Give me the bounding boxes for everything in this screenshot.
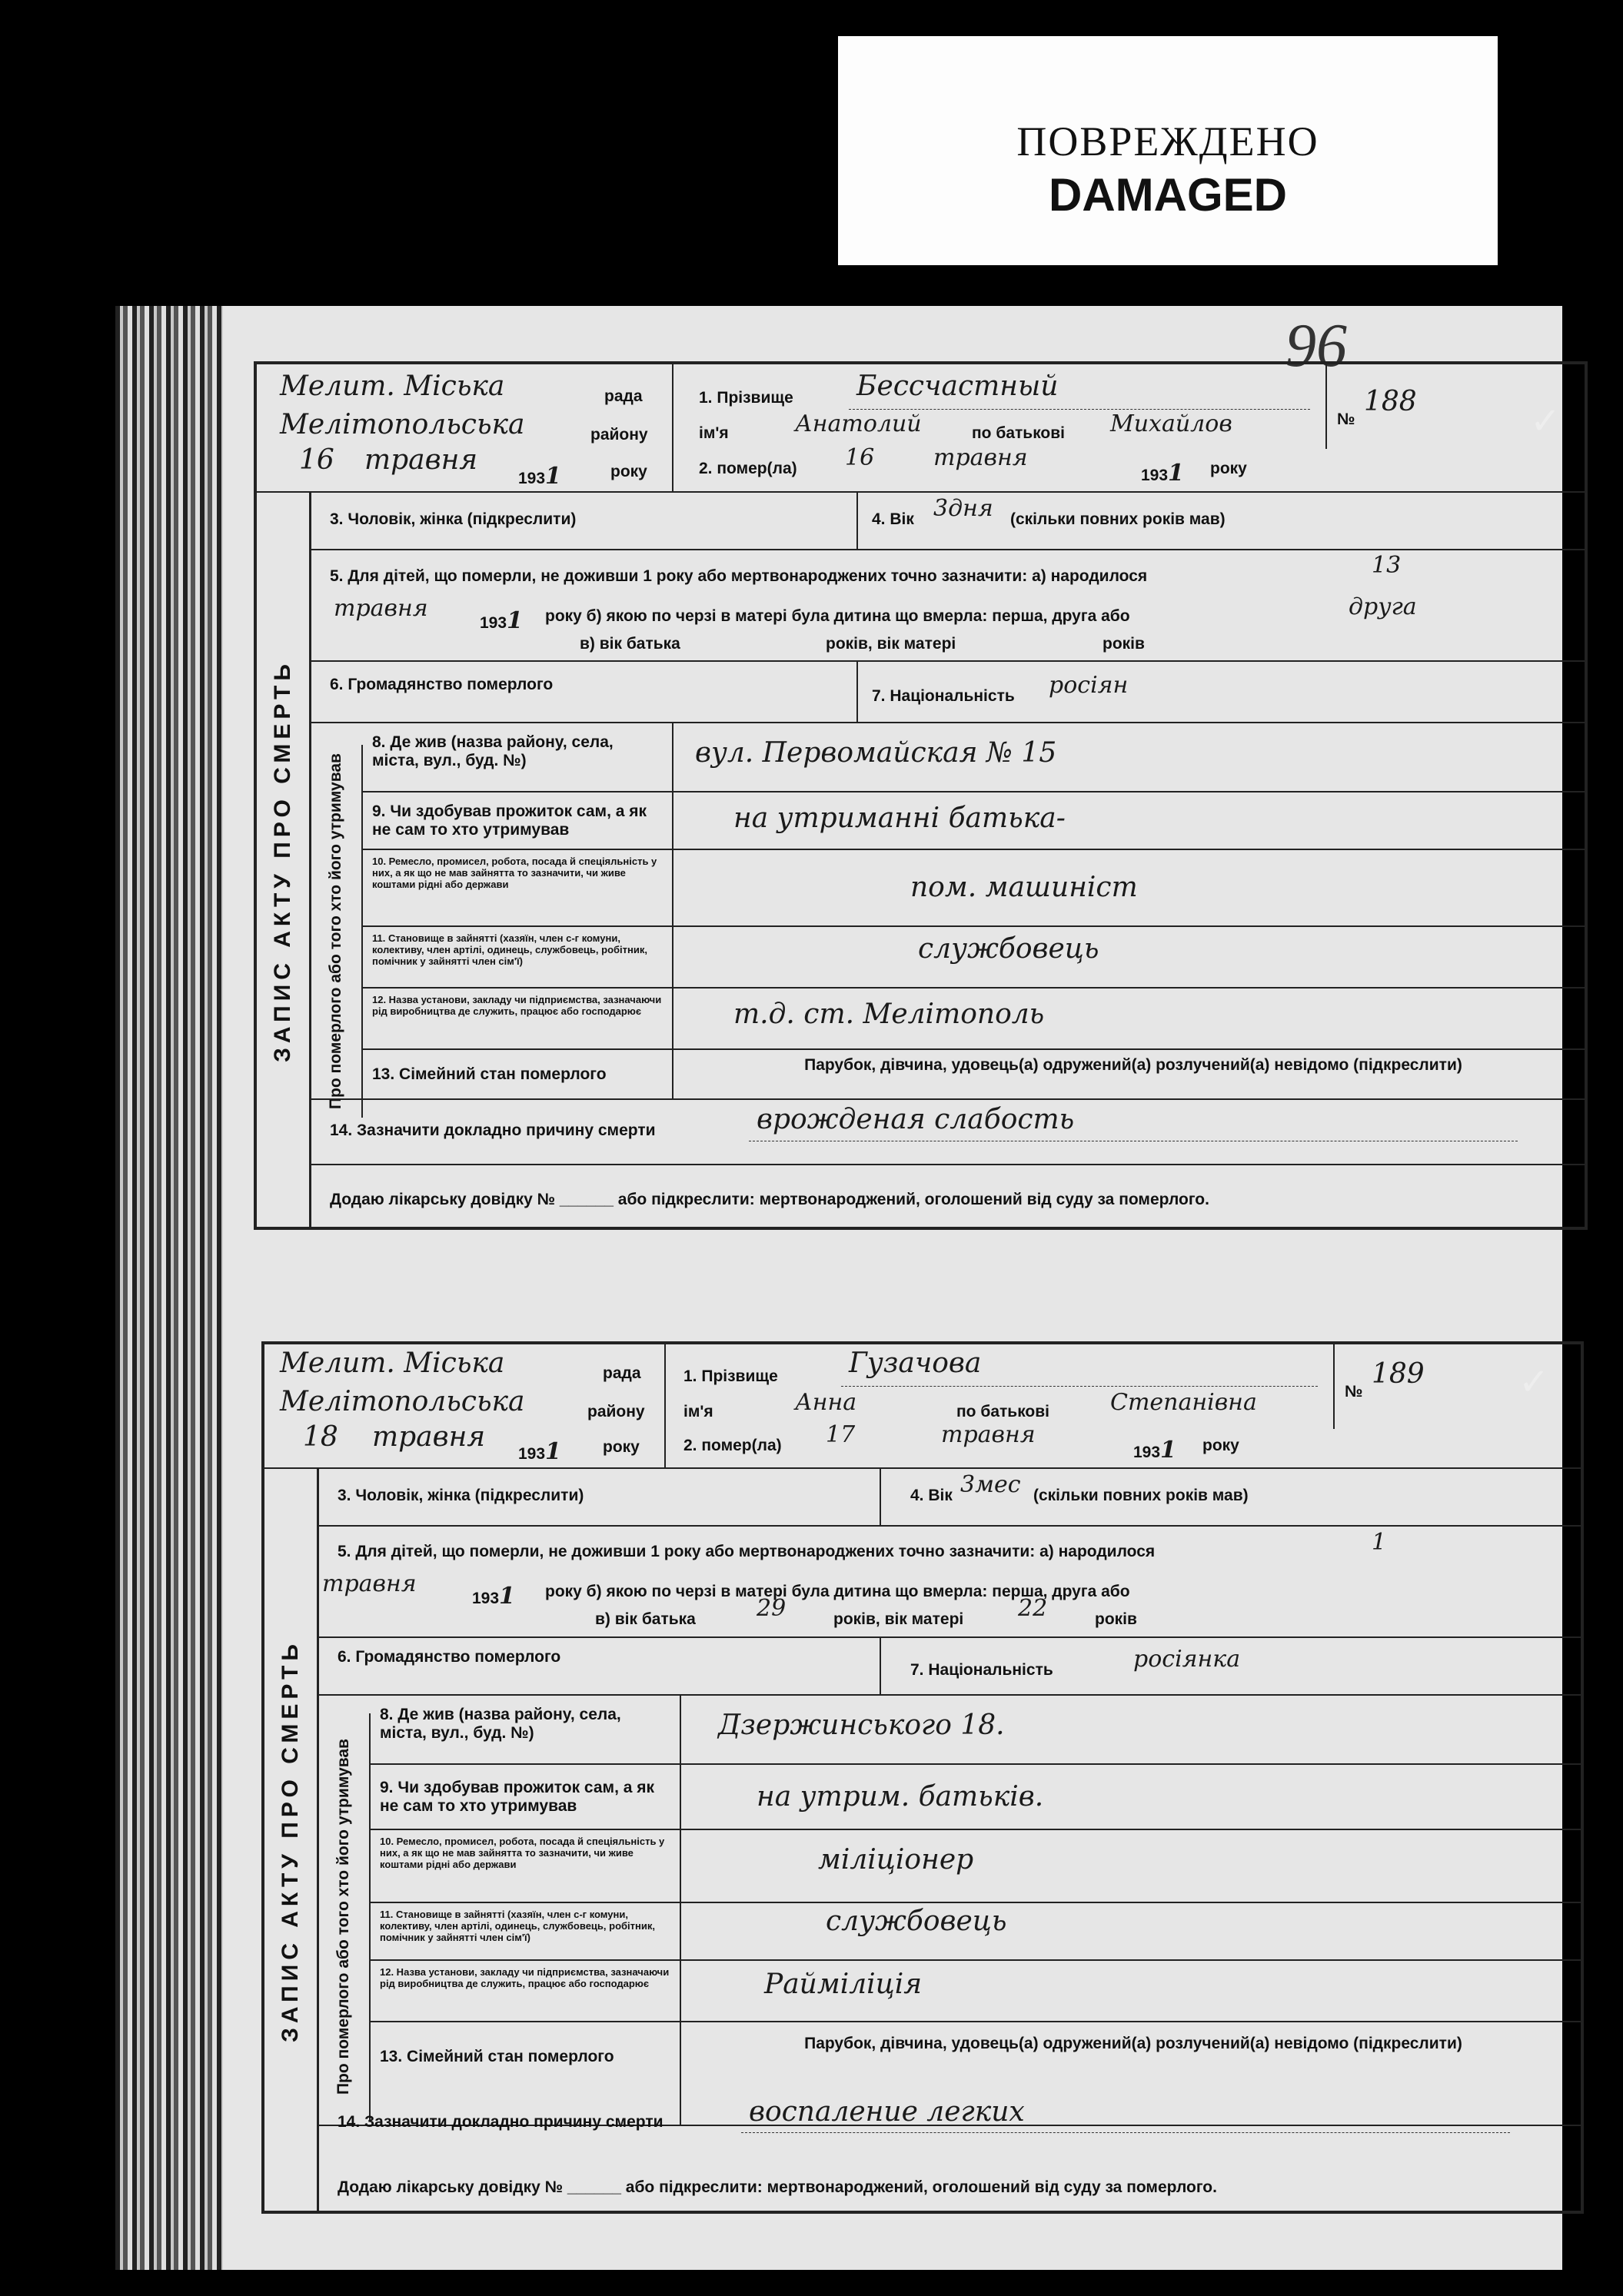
born-day-value: 13	[1372, 552, 1402, 579]
damaged-stamp	[838, 36, 1498, 265]
binding-strip	[115, 306, 223, 2270]
marital-options: Парубок, дівчина, удовець(а) одружений(а) розлучений(а) невідомо (підкреслити)	[804, 1056, 1462, 1074]
mother-age-label: років, вік матері	[833, 1610, 964, 1628]
footer-note: Додаю лікарську довідку № ______ або підкреслити: мертвонароджений, оголошений від суду за померлого.	[338, 2178, 1217, 2196]
infant-label-a: 5. Для дітей, що померли, не доживши 1 року або мертвонароджених точно зазначити: а) народилося	[338, 1543, 1156, 1560]
reg-day-value: 18	[303, 1421, 338, 1453]
residence-value: вул. Первомайская № 15	[695, 737, 1057, 769]
age-hint: (скільки повних років мав)	[1033, 1487, 1249, 1504]
died-year-value: 1	[1168, 460, 1184, 487]
residence-label: 8. Де жив (назва району, села, міста, вул., буд. №)	[372, 733, 614, 769]
years-label: років	[1103, 635, 1145, 653]
died-year-label: року	[1202, 1437, 1239, 1454]
died-label: 2. помер(ла)	[683, 1437, 782, 1454]
council-label: рада	[604, 387, 643, 405]
born-year-value: 1	[499, 1583, 515, 1610]
record-number-value: 188	[1364, 386, 1417, 417]
number-label: №	[1345, 1383, 1363, 1401]
cause-value: воспаление легких	[749, 2096, 1025, 2128]
infant-label-b: року б) якою по черзі в матері була дитина що вмерла: перша, друга або	[545, 607, 1130, 625]
born-year-value: 1	[507, 607, 523, 634]
livelihood-value: на утрим. батьків.	[757, 1781, 1044, 1813]
occupation-label: 10. Ремесло, промисел, робота, посада й спеціяльність у них, а як що не мав зайнятта то зазначити, чи живе коштами рідні або держави	[372, 856, 657, 890]
died-day-value: 16	[845, 444, 875, 471]
reg-day-value: 16	[299, 444, 334, 476]
age-hint: (скільки повних років мав)	[1010, 510, 1226, 528]
marital-label: 13. Сімейний стан померлого	[380, 2048, 614, 2065]
nationality-value: росіянка	[1133, 1646, 1241, 1673]
years-label: років	[1095, 1610, 1137, 1628]
page-number: 96	[1285, 312, 1347, 380]
first-name-value: Анна	[795, 1389, 857, 1416]
occupation-value: міліціонер	[818, 1844, 974, 1876]
council-value: Мелит. Міська	[280, 1347, 505, 1379]
age-label: 4. Вік	[910, 1487, 953, 1504]
occupation-value: пом. машиніст	[910, 872, 1138, 903]
side-subtitle-1: Про померлого або того хто його утримував	[309, 745, 363, 1118]
died-label: 2. помер(ла)	[699, 460, 797, 477]
council-value: Мелит. Міська	[280, 370, 505, 402]
workplace-value: т.д. ст. Мелітополь	[733, 998, 1045, 1030]
surname-value: Бессчастный	[856, 370, 1059, 402]
number-label: №	[1337, 410, 1355, 428]
born-month-value: травня	[322, 1570, 417, 1597]
livelihood-value: на утриманні батька-	[733, 802, 1066, 834]
died-year-printed: 193	[1133, 1444, 1161, 1461]
record-number-value: 189	[1372, 1358, 1425, 1390]
district-value: Мелітопольська	[280, 1386, 525, 1417]
side-title-1: ЗАПИС АКТУ ПРО СМЕРТЬ	[257, 491, 311, 1230]
surname-label: 1. Прізвище	[699, 389, 793, 407]
mother-age-value: 22	[1018, 1595, 1048, 1622]
born-year-printed: 193	[480, 614, 507, 632]
employment-status-label: 11. Становище в зайнятті (хазяїн, член с-г комуни, колективу, член артілі, одинець, службовець, робітник, помічник у зайнятті член сім'ї)	[372, 932, 647, 967]
occupation-label: 10. Ремесло, промисел, робота, посада й спеціяльність у них, а як що не мав зайнятта то зазначити, чи живе коштами рідні або держави	[380, 1836, 665, 1870]
workplace-label: 12. Назва установи, закладу чи підприємства, зазначаючи рід виробництва де служить, працює або господарює	[380, 1966, 670, 1989]
died-month-value: травня	[933, 444, 1028, 471]
reg-year-value: 1	[545, 1438, 561, 1465]
check-mark-icon: ✓	[1518, 1361, 1550, 1404]
reg-month-value: травня	[372, 1421, 486, 1453]
infant-label-a: 5. Для дітей, що померли, не доживши 1 року або мертвонароджених точно зазначити: а) народилося	[330, 567, 1148, 585]
livelihood-label: 9. Чи здобував прожиток сам, а як не сам то хто утримував	[380, 1779, 655, 1815]
reg-year-printed: 193	[518, 470, 546, 487]
reg-year-printed: 193	[518, 1445, 546, 1463]
side-subtitle-2: Про померлого або того хто його утримував	[317, 1713, 371, 2121]
nationality-value: росіян	[1049, 672, 1129, 699]
surname-label: 1. Прізвище	[683, 1367, 778, 1385]
mother-age-label: років, вік матері	[826, 635, 956, 653]
nationality-label: 7. Національність	[910, 1661, 1053, 1679]
patronymic-label: по батькові	[956, 1403, 1049, 1420]
child-order-value: друга	[1349, 593, 1417, 620]
residence-value: Дзержинського 18.	[718, 1710, 1005, 1741]
marital-label: 13. Сімейний стан померлого	[372, 1065, 607, 1083]
stamp-russian: ПОВРЕЖДЕНО	[1016, 118, 1319, 164]
cause-label: 14. Зазначити докладно причину смерти	[338, 2113, 664, 2131]
council-label: рада	[603, 1364, 641, 1382]
born-month-value: травня	[334, 595, 428, 622]
sex-label: 3. Чоловік, жінка (підкреслити)	[330, 510, 577, 528]
death-record-form-1	[254, 361, 1588, 1230]
first-name-value: Анатолий	[795, 410, 922, 437]
father-age-value: 29	[757, 1595, 787, 1622]
father-age-label: в) вік батька	[580, 635, 680, 653]
first-name-label: ім'я	[683, 1403, 713, 1420]
born-year-printed: 193	[472, 1590, 500, 1607]
born-day-value: 1	[1372, 1529, 1387, 1556]
livelihood-label: 9. Чи здобував прожиток сам, а як не сам то хто утримував	[372, 802, 647, 839]
reg-month-value: травня	[364, 444, 478, 476]
check-mark-icon: ✓	[1530, 400, 1561, 443]
died-year-label: року	[1210, 460, 1247, 477]
age-label: 4. Вік	[872, 510, 914, 528]
death-record-form-2	[261, 1341, 1584, 2214]
sex-label: 3. Чоловік, жінка (підкреслити)	[338, 1487, 584, 1504]
age-value: 3мес	[960, 1471, 1021, 1498]
died-year-value: 1	[1160, 1437, 1176, 1464]
patronymic-value: Михайлов	[1110, 410, 1232, 437]
reg-year-label: року	[603, 1438, 640, 1456]
age-value: 3дня	[933, 495, 993, 522]
nationality-label: 7. Національність	[872, 687, 1015, 705]
father-age-label: в) вік батька	[595, 1610, 696, 1628]
first-name-label: ім'я	[699, 424, 729, 442]
residence-label: 8. Де жив (назва району, села, міста, вул., буд. №)	[380, 1706, 621, 1742]
infant-label-b: року б) якою по черзі в матері була дитина що вмерла: перша, друга або	[545, 1583, 1130, 1600]
patronymic-value: Степанівна	[1110, 1389, 1257, 1416]
district-label: району	[587, 1403, 645, 1420]
district-label: району	[590, 426, 648, 444]
citizenship-label: 6. Громадянство померлого	[338, 1648, 561, 1666]
workplace-label: 12. Назва установи, закладу чи підприємства, зазначаючи рід виробництва де служить, працює або господарює	[372, 994, 662, 1017]
footer-note: Додаю лікарську довідку № ______ або підкреслити: мертвонароджений, оголошений від суду за померлого.	[330, 1191, 1209, 1208]
employment-status-value: службовець	[826, 1906, 1007, 1937]
died-day-value: 17	[826, 1421, 856, 1448]
reg-year-value: 1	[545, 463, 561, 490]
reg-year-label: року	[610, 463, 647, 480]
cause-label: 14. Зазначити докладно причину смерти	[330, 1121, 656, 1139]
citizenship-label: 6. Громадянство померлого	[330, 676, 554, 693]
side-title-2: ЗАПИС АКТУ ПРО СМЕРТЬ	[264, 1467, 319, 2214]
cause-value: врожденая слабость	[757, 1104, 1075, 1135]
workplace-value: Райміліція	[764, 1969, 923, 2000]
died-month-value: травня	[941, 1421, 1036, 1448]
patronymic-label: по батькові	[972, 424, 1065, 442]
marital-options: Парубок, дівчина, удовець(а) одружений(а) розлучений(а) невідомо (підкреслити)	[804, 2035, 1462, 2052]
stamp-english: DAMAGED	[1049, 169, 1287, 221]
surname-value: Гузачова	[849, 1347, 982, 1379]
district-value: Мелітопольська	[280, 409, 525, 440]
employment-status-label: 11. Становище в зайнятті (хазяїн, член с-г комуни, колективу, член артілі, одинець, службовець, робітник, помічник у зайнятті член сім'ї)	[380, 1909, 655, 1943]
employment-status-value: службовець	[918, 933, 1099, 965]
died-year-printed: 193	[1141, 467, 1169, 484]
